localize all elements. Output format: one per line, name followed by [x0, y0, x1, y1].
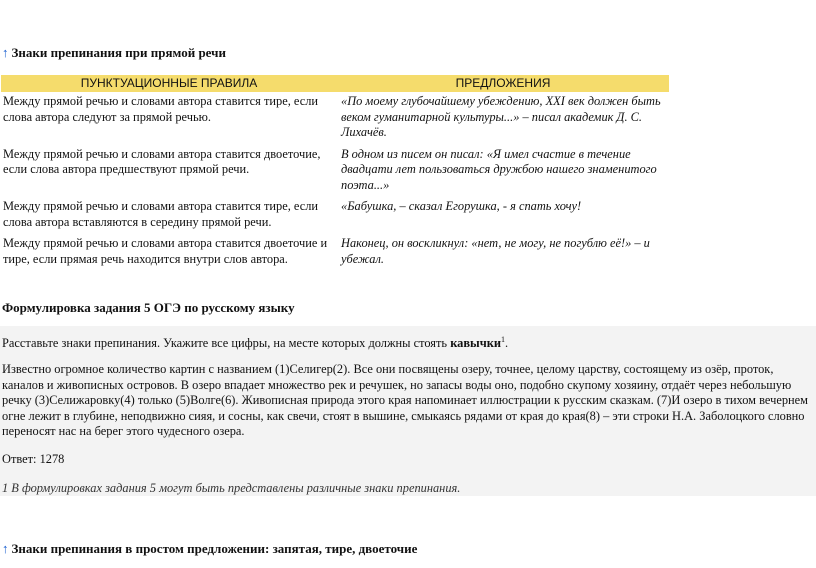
rule-cell: Между прямой речью и словами автора ставится двоеточие и тире, если прямая речь находится внутри слов автора. — [3, 236, 328, 266]
column-header-sentences: ПРЕДЛОЖЕНИЯ — [337, 75, 669, 92]
highlighted-word: кавычки — [450, 336, 501, 351]
example-cell: «Бабушка, – сказал Егорушка, - я спать хочу! — [341, 199, 582, 213]
table-header-row — [1, 75, 669, 92]
task-text: Известно огромное количество картин с названием (1)Селигер(2). Все они посвящены озеру, точнее, целому царству, состоящему из озёр, проток, каналов и живописных островов. В озеро впадает множество рек и речушек, но запасы воды оно, подобно скупому хозяину, отдаёт через небольшую речку (3)Селижаровку(4) только (5)Волге(6). Живописная природа этого края напоминает иллюстрации к русским сказкам. (7)И озеро в тихом вечернем огне лежит в глубине, неподвижно сияя, и сосны, как свечи, стоят в вышине, смыкаясь рядами от края до края(8) – эти строки Н.А. Заболоцкого словно переносят нас на берег этого чудесного озера. — [2, 362, 808, 438]
rule-cell: Между прямой речью и словами автора ставится тире, если слова автора следуют за прямой речью. — [3, 94, 319, 124]
up-arrow-icon[interactable]: ↑ — [2, 541, 9, 556]
example-cell: В одном из писем он писал: «Я имел счастие в течение двадцати лет пользоваться дружбою нашего знаменитого поэта...» — [341, 146, 657, 192]
rule-cell: Между прямой речью и словами автора ставится двоеточие, если слова автора предшествуют прямой речи. — [3, 146, 321, 176]
table-row — [1, 197, 669, 234]
up-arrow-icon[interactable]: ↑ — [2, 45, 9, 60]
rule-cell: Между прямой речью и словами автора ставится тире, если слова автора вставляются в середину прямой речи. — [3, 199, 319, 229]
table-row — [1, 234, 669, 271]
footnote-mark: 1 — [500, 335, 505, 344]
example-cell: «По моему глубочайшему убеждению, XXI век должен быть веком гуманитарной культуры...» – писал академик Д. С. Лихачёв. — [341, 94, 661, 139]
task-section-heading: Формулировка задания 5 ОГЭ по русскому языку — [2, 300, 295, 315]
section-title: Знаки препинания в простом предложении: запятая, тире, двоеточие — [11, 541, 418, 556]
table-row — [1, 145, 669, 198]
example-cell: Наконец, он воскликнул: «нет, не могу, не погублю её!» – и убежал. — [341, 236, 650, 266]
task-footnote: 1 В формулировках задания 5 могут быть представлены различные знаки препинания. — [2, 481, 461, 495]
table-row — [1, 92, 669, 145]
section-heading-simple-sentence — [2, 541, 417, 557]
section-title: Знаки препинания при прямой речи — [11, 45, 226, 60]
task-answer: Ответ: 1278 — [2, 452, 65, 466]
task-panel — [0, 326, 816, 496]
punctuation-rules-table — [1, 75, 669, 271]
column-header-rules: ПУНКТУАЦИОННЫЕ ПРАВИЛА — [1, 75, 337, 92]
task-instruction: Расставьте знаки препинания. Укажите все цифры, на месте которых должны стоять кавычки$^1$. — [2, 335, 509, 351]
section-heading-direct-speech — [2, 45, 226, 61]
